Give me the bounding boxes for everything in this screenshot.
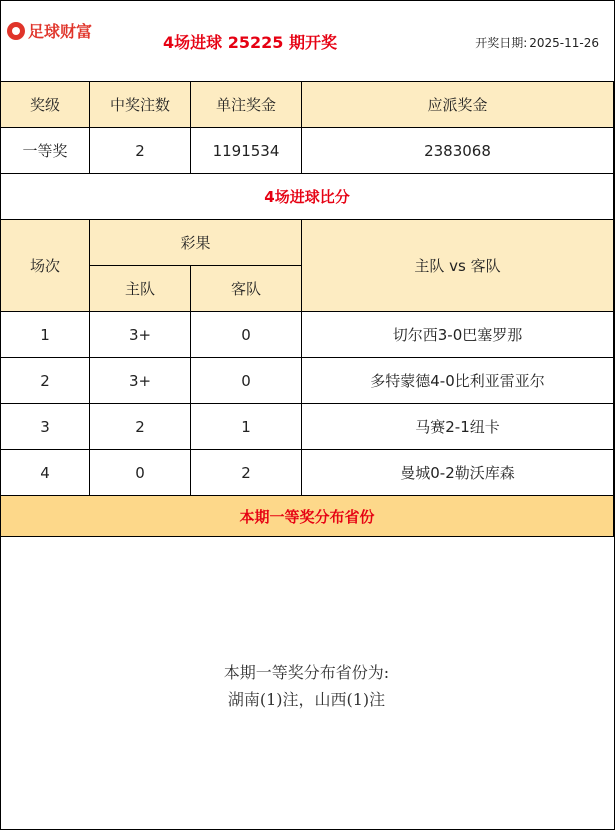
prize-col-count: 中奖注数 [90,82,191,128]
match-teams: 多特蒙德4-0比利亚雷亚尔 [302,358,614,404]
distribution-intro: 本期一等奖分布省份为: [223,663,390,682]
prize-total: 2383068 [302,128,614,174]
match-number: 4 [1,450,90,496]
home-result: 0 [90,450,191,496]
table-row [1,404,614,450]
prize-col-total: 应派奖金 [302,82,614,128]
distribution-section-title: 本期一等奖分布省份 [1,496,614,537]
results-table [0,81,614,537]
match-number: 1 [1,312,90,358]
match-teams: 马赛2-1纽卡 [302,404,614,450]
scores-col-home: 主队 [90,266,191,312]
draw-date [473,34,599,51]
table-row [1,450,614,496]
table-row [1,312,614,358]
scores-header-row-1 [1,220,614,266]
away-result: 2 [191,450,302,496]
scores-col-away: 客队 [191,266,302,312]
distribution-banner-row [1,496,614,537]
page-title: 4场进球 25225 期开奖 [163,33,337,52]
match-number: 3 [1,404,90,450]
away-result: 0 [191,312,302,358]
prize-row [1,128,614,174]
away-result: 0 [191,358,302,404]
prize-count: 2 [90,128,191,174]
prize-col-level: 奖级 [1,82,90,128]
scores-title-row [1,174,614,220]
distribution-provinces: 湖南(1)注，山西(1)注 [227,690,386,709]
scores-col-result: 彩果 [90,220,302,266]
prize-header-row [1,82,614,128]
prize-single: 1191534 [191,128,302,174]
match-teams: 曼城0-2勒沃库森 [302,450,614,496]
match-teams: 切尔西3-0巴塞罗那 [302,312,614,358]
home-result: 3+ [90,312,191,358]
home-result: 3+ [90,358,191,404]
home-result: 2 [90,404,191,450]
match-number: 2 [1,358,90,404]
scores-col-match: 场次 [1,220,90,312]
scores-section-title: 4场进球比分 [1,174,614,220]
table-row [1,358,614,404]
draw-date-value: 2025-11-26 [529,36,599,50]
distribution-panel [0,537,613,829]
prize-col-single: 单注奖金 [191,82,302,128]
brand-name: 足球财富 [28,22,93,41]
scores-col-teams: 主队 vs 客队 [302,220,614,312]
draw-date-label: 开奖日期: [475,36,528,50]
away-result: 1 [191,404,302,450]
prize-level: 一等奖 [1,128,90,174]
header [0,0,613,81]
